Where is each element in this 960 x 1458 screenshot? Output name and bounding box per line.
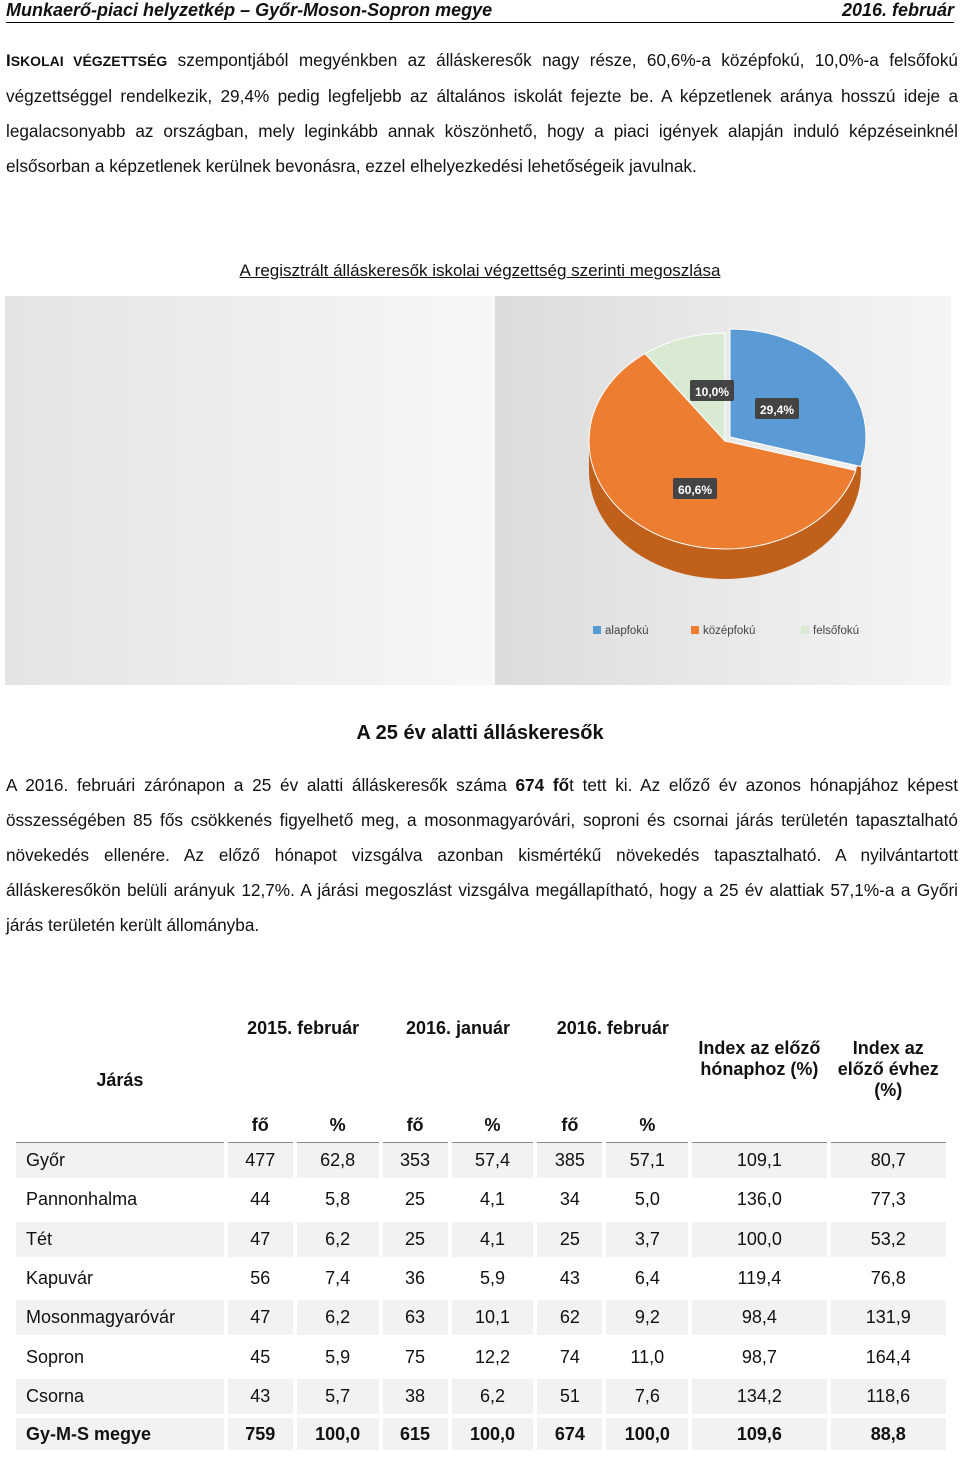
table-cell: 134,2	[692, 1379, 826, 1418]
total-cell: 100,0	[452, 1418, 534, 1450]
col-header-period-3: 2016. február	[537, 1018, 688, 1108]
total-cell: 674	[537, 1418, 602, 1450]
col-header-jaras: Járás	[16, 1018, 224, 1143]
table-cell: 76,8	[831, 1261, 947, 1300]
table-cell: 47	[228, 1222, 293, 1261]
table-cell: 98,7	[692, 1339, 826, 1378]
table-cell: 385	[537, 1143, 602, 1182]
legend-swatch	[801, 626, 809, 634]
table-cell: 45	[228, 1339, 293, 1378]
youth-paragraph	[6, 768, 958, 943]
table-row	[16, 1379, 946, 1418]
table-cell: 63	[383, 1300, 448, 1339]
sub-header-fo: fő	[383, 1108, 448, 1143]
table-cell: 4,1	[452, 1182, 534, 1221]
total-cell: 100,0	[297, 1418, 379, 1450]
table-cell: 3,7	[606, 1222, 688, 1261]
table-cell: 5,9	[452, 1261, 534, 1300]
table-cell: 10,1	[452, 1300, 534, 1339]
table-cell: 11,0	[606, 1339, 688, 1378]
table-cell: 51	[537, 1379, 602, 1418]
intro-lead-smallcaps: SKOLAI VÉGZETTSÉG	[10, 53, 168, 69]
table-cell: 131,9	[831, 1300, 947, 1339]
table-cell: 80,7	[831, 1143, 947, 1182]
table-cell: 9,2	[606, 1300, 688, 1339]
sub-header-fo: fő	[228, 1108, 293, 1143]
total-cell: 109,6	[692, 1418, 826, 1450]
table-row	[16, 1182, 946, 1221]
sub-header-fo: fő	[537, 1108, 602, 1143]
pie-value-label: 29,4%	[759, 403, 795, 417]
district-name: Pannonhalma	[16, 1182, 224, 1221]
bar-chart-background	[5, 296, 495, 685]
table-cell: 4,1	[452, 1222, 534, 1261]
table-cell: 6,4	[606, 1261, 688, 1300]
table-cell: 38	[383, 1379, 448, 1418]
youth-text-2: t tett ki. Az előző év azonos hónapjához képest összességében 85 fős csökkenés figyelhető meg, a mosonmagyaróvári, soproni és csornai járás területén tapasztalható növekedés ellenére. Az előző hónapot vizsgálva azonban kismértékű növekedés tapasztalható. A nyilvántartott álláskeresőkön belüli arányuk 12,7%. A járási megoszlást vizsgálva megállapítható, hogy a 25 év alattiak 57,1%-a a Győri járás területén került állományba.	[6, 775, 958, 935]
table-cell: 100,0	[692, 1222, 826, 1261]
table-cell: 25	[383, 1182, 448, 1221]
table-cell: 477	[228, 1143, 293, 1182]
table-row	[16, 1300, 946, 1339]
table-cell: 47	[228, 1300, 293, 1339]
education-chart	[5, 296, 951, 685]
table-cell: 25	[383, 1222, 448, 1261]
district-name: Mosonmagyaróvár	[16, 1300, 224, 1339]
intro-lead-initial: I	[6, 51, 11, 70]
legend-swatch	[691, 626, 699, 634]
total-cell: 100,0	[606, 1418, 688, 1450]
col-header-period-2: 2016. január	[383, 1018, 534, 1108]
col-header-index-month: Index az előző hónaphoz (%)	[692, 1018, 826, 1143]
legend-label: középfokú	[703, 625, 756, 637]
table-cell: 5,9	[297, 1339, 379, 1378]
table-cell: 6,2	[452, 1379, 534, 1418]
legend-swatch	[593, 626, 601, 634]
table-cell: 118,6	[831, 1379, 947, 1418]
youth-count: 674 fő	[515, 775, 570, 795]
sub-header-pct: %	[297, 1108, 379, 1143]
page-header	[6, 0, 954, 23]
table-cell: 62	[537, 1300, 602, 1339]
table-cell: 53,2	[831, 1222, 947, 1261]
chart-svg	[5, 296, 951, 685]
table-total-row	[16, 1418, 946, 1450]
table-cell: 75	[383, 1339, 448, 1378]
header-date: 2016. február	[841, 0, 954, 20]
sub-header-pct: %	[606, 1108, 688, 1143]
sub-header-pct: %	[452, 1108, 534, 1143]
table-cell: 164,4	[831, 1339, 947, 1378]
col-header-period-1: 2015. február	[228, 1018, 379, 1108]
header-title: Munkaerő-piaci helyzetkép – Győr-Moson-Sopron megye	[6, 0, 493, 20]
table-cell: 36	[383, 1261, 448, 1300]
district-name: Győr	[16, 1143, 224, 1182]
table-cell: 12,2	[452, 1339, 534, 1378]
chart-title: A regisztrált álláskeresők iskolai végzettség szerinti megoszlása	[239, 261, 721, 280]
total-cell: 615	[383, 1418, 448, 1450]
table-cell: 7,4	[297, 1261, 379, 1300]
legend-label: felsőfokú	[813, 625, 860, 637]
table-cell: 5,7	[297, 1379, 379, 1418]
section-title: A 25 év alatti álláskeresők	[356, 722, 604, 744]
table-cell: 56	[228, 1261, 293, 1300]
table-cell: 44	[228, 1182, 293, 1221]
table-cell: 57,4	[452, 1143, 534, 1182]
total-cell: 88,8	[831, 1418, 947, 1450]
table-cell: 25	[537, 1222, 602, 1261]
table-row	[16, 1222, 946, 1261]
table-cell: 5,0	[606, 1182, 688, 1221]
pie-value-label: 10,0%	[694, 385, 730, 399]
district-name: Sopron	[16, 1339, 224, 1378]
table-cell: 62,8	[297, 1143, 379, 1182]
table-row	[16, 1143, 946, 1182]
table-cell: 109,1	[692, 1143, 826, 1182]
district-table	[12, 1018, 950, 1450]
district-name: Kapuvár	[16, 1261, 224, 1300]
table-cell: 6,2	[297, 1300, 379, 1339]
table-cell: 6,2	[297, 1222, 379, 1261]
table-cell: 98,4	[692, 1300, 826, 1339]
table-cell: 74	[537, 1339, 602, 1378]
table-cell: 136,0	[692, 1182, 826, 1221]
intro-paragraph	[6, 43, 958, 184]
youth-text-1: A 2016. februári zárónapon a 25 év alatti álláskeresők száma	[6, 775, 516, 795]
table-cell: 5,8	[297, 1182, 379, 1221]
table-cell: 119,4	[692, 1261, 826, 1300]
table-row	[16, 1339, 946, 1378]
district-name: Csorna	[16, 1379, 224, 1418]
legend-label: alapfokú	[605, 625, 649, 637]
table-cell: 34	[537, 1182, 602, 1221]
intro-text: szempontjából megyénkben az álláskeresők nagy része, 60,6%-a középfokú, 10,0%-a felsőfokú végzettséggel rendelkezik, 29,4% pedig legfeljebb az általános iskolát fejezte be. A képzetlenek aránya hosszú ideje a legalacsonyabb az országban, mely leginkább annak köszönhető, hogy a piaci igények alapján induló képzéseinknél elsősorban a képzetlenek kerülnek bevonásra, ezzel elhelyezkedési lehetőségeik javulnak.	[6, 50, 958, 176]
col-header-index-year: Index az előző évhez (%)	[831, 1018, 947, 1143]
total-cell: 759	[228, 1418, 293, 1450]
table-cell: 7,6	[606, 1379, 688, 1418]
total-label: Gy-M-S megye	[16, 1418, 224, 1450]
district-name: Tét	[16, 1222, 224, 1261]
pie-value-label: 60,6%	[677, 483, 713, 497]
table-row	[16, 1261, 946, 1300]
table-cell: 43	[228, 1379, 293, 1418]
table-cell: 57,1	[606, 1143, 688, 1182]
table-cell: 353	[383, 1143, 448, 1182]
table-cell: 43	[537, 1261, 602, 1300]
table-cell: 77,3	[831, 1182, 947, 1221]
